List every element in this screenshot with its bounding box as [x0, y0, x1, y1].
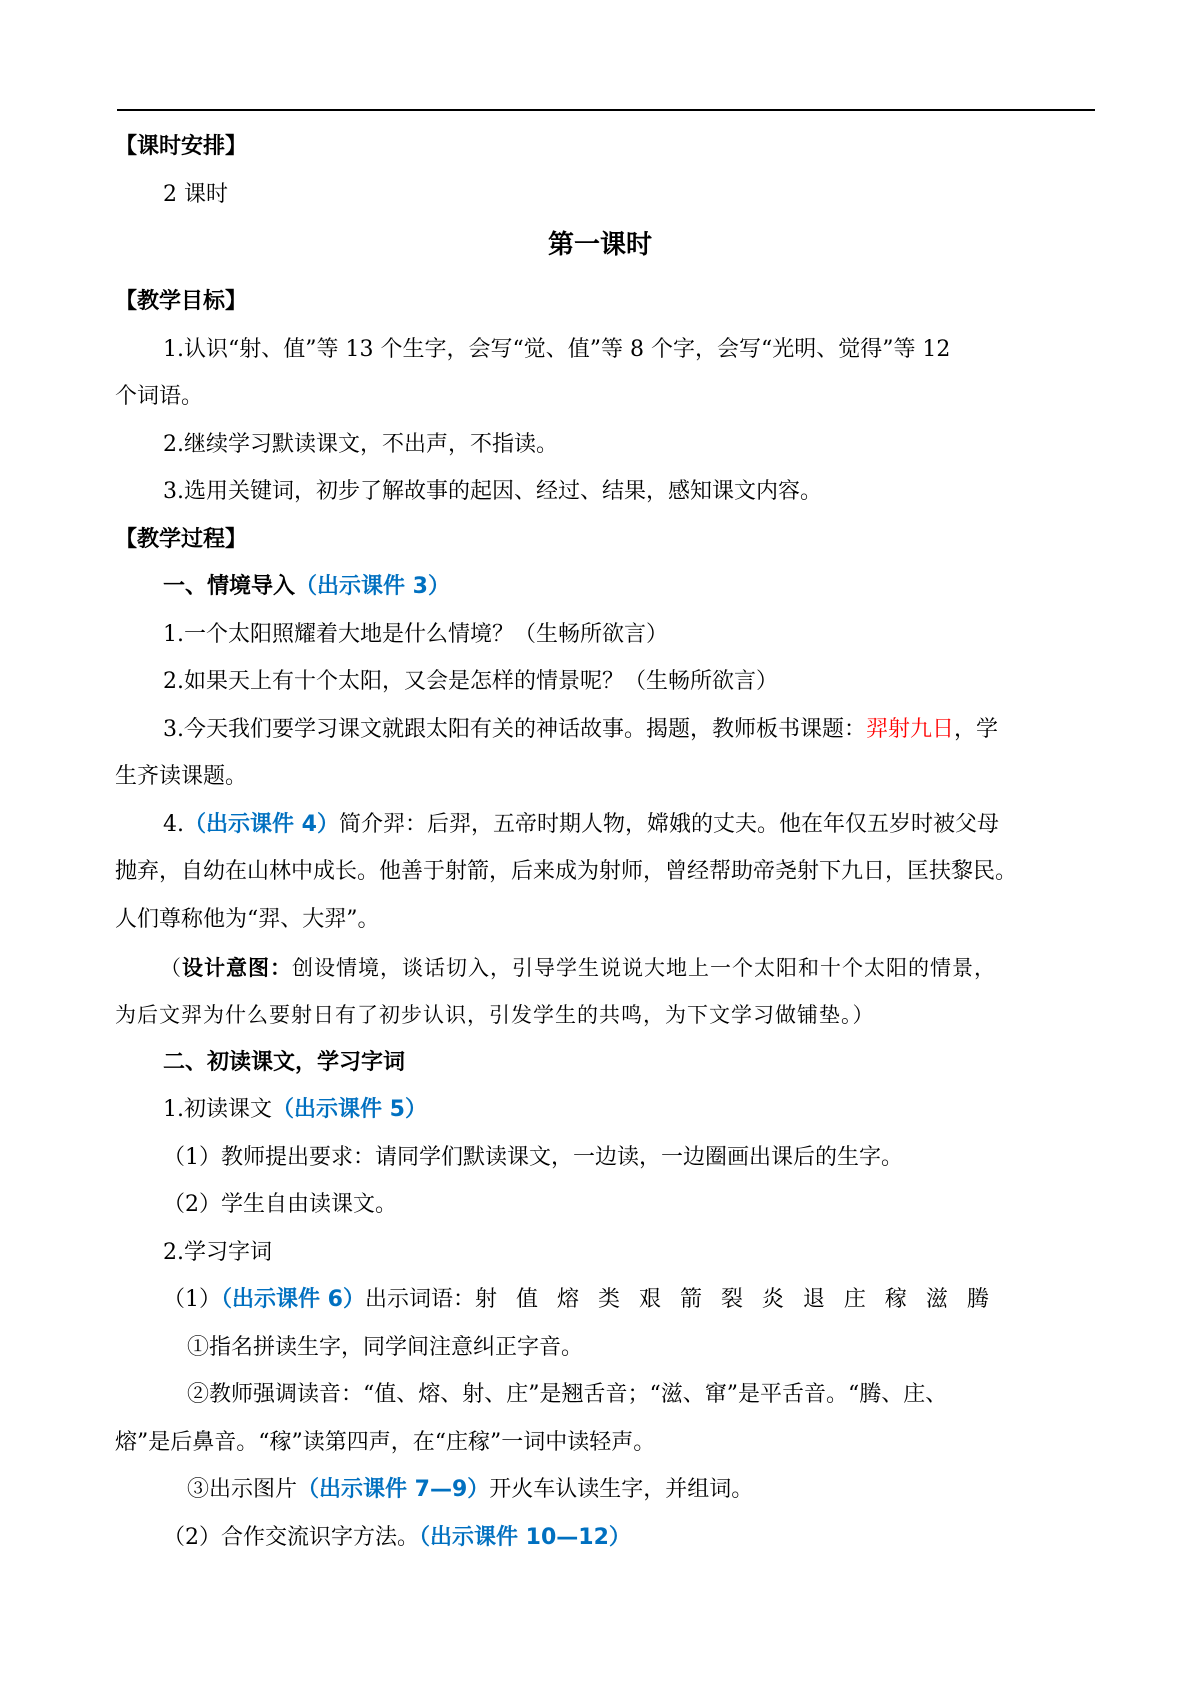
design-open-paren: （	[160, 956, 182, 980]
sub-item-text: （2）合作交流识字方法。	[163, 1525, 419, 1550]
part-1-item-4-line-3: 人们尊称他为“羿、大羿”。	[115, 907, 380, 932]
part-2-section-2-a-iii	[187, 1475, 753, 1505]
part-1-item-4-line-2: 抛弃，自幼在山林中成长。他善于射箭，后来成为射师，曾经帮助帝尧射下九日，匡扶黎民。	[115, 859, 1018, 884]
vocabulary-list: 射 值 熔 类 艰 箭 裂 炎 退 庄 稼 滋 腾	[474, 1287, 995, 1312]
item-3-tail: ，学	[954, 717, 999, 742]
part-1-item-1: 1.一个太阳照耀着大地是什么情境？（生畅所欲言）	[163, 622, 668, 647]
goals-heading: 【教学目标】	[115, 289, 248, 314]
part-2-section-2-b	[163, 1523, 631, 1553]
design-intent-line-2: 为后文羿为什么要射日有了初步认识，引发学生的共鸣，为下文学习做铺垫。）	[115, 1003, 875, 1027]
goal-3: 3.选用关键词，初步了解故事的起因、经过、结果，感知课文内容。	[163, 479, 822, 504]
courseware-ref: （出示课件 10—12）	[419, 1525, 631, 1550]
section-1-text: 1.初读课文	[163, 1097, 272, 1122]
part-2-section-2-a-i: ①指名拼读生字，同学间注意纠正字音。	[187, 1335, 584, 1360]
schedule-heading: 【课时安排】	[115, 134, 248, 159]
part-1-item-3-line-2: 生齐读课题。	[115, 764, 248, 789]
part-2-section-2: 2.学习字词	[163, 1240, 272, 1265]
part-1-heading-line	[163, 572, 450, 602]
part-2-section-2-a-ii-line-2: 熔”是后鼻音。“稼”读第四声，在“庄稼”一词中读轻声。	[115, 1430, 656, 1455]
sub-item-text: ③出示图片	[187, 1477, 298, 1502]
item-3-text: 3.今天我们要学习课文就跟太阳有关的神话故事。揭题，教师板书课题：	[163, 717, 866, 742]
design-intent-label: 设计意图：	[182, 955, 292, 980]
part-2-section-1	[163, 1095, 427, 1125]
part-2-section-2-a	[163, 1285, 995, 1315]
lesson-title: 第一课时	[547, 230, 652, 260]
part-1-item-3	[163, 715, 998, 745]
sub-item-number: （1）	[163, 1287, 221, 1312]
process-heading: 【教学过程】	[115, 527, 248, 552]
part-2-section-1-a: （1）教师提出要求：请同学们默读课文，一边读，一边圈画出课后的生字。	[163, 1145, 903, 1170]
courseware-ref: （出示课件 4）	[184, 812, 339, 837]
goal-1-line-1: 1.认识“射、值”等 13 个生字，会写“觉、值”等 8 个字，会写“光明、觉得”等 12	[163, 337, 951, 362]
courseware-ref: （出示课件 5）	[272, 1097, 427, 1122]
design-intent-text: 创设情境，谈话切入，引导学生说说大地上一个太阳和十个太阳的情景，	[292, 956, 996, 980]
goal-2: 2.继续学习默读课文，不出声，不指读。	[163, 432, 558, 457]
part-2-section-1-b: （2）学生自由读课文。	[163, 1192, 397, 1217]
design-intent	[160, 953, 996, 983]
courseware-ref: （出示课件 3）	[295, 574, 450, 599]
goal-1-line-2: 个词语。	[115, 384, 204, 409]
part-1-heading: 一、情境导入	[163, 574, 296, 599]
item-4-number: 4.	[163, 812, 184, 837]
lesson-topic-highlight: 羿射九日	[866, 717, 955, 742]
part-1-item-2: 2.如果天上有十个太阳，又会是怎样的情景呢？（生畅所欲言）	[163, 669, 778, 694]
part-2-section-2-a-ii: ②教师强调读音：“值、熔、射、庄”是翘舌音；“滋、窜”是平舌音。“腾、庄、	[187, 1382, 948, 1407]
courseware-ref: （出示课件 7—9）	[297, 1477, 490, 1502]
header-rule	[117, 109, 1095, 111]
item-4-text: 简介羿：后羿，五帝时期人物，嫦娥的丈夫。他在年仅五岁时被父母	[338, 812, 999, 837]
sub-item-tail: 开火车认读生字，并组词。	[489, 1477, 754, 1502]
sub-item-text: 出示词语：	[364, 1287, 475, 1312]
schedule-value: 2 课时	[163, 182, 228, 207]
part-2-heading: 二、初读课文，学习字词	[163, 1050, 406, 1075]
part-1-item-4	[163, 810, 999, 840]
courseware-ref: （出示课件 6）	[221, 1287, 365, 1312]
